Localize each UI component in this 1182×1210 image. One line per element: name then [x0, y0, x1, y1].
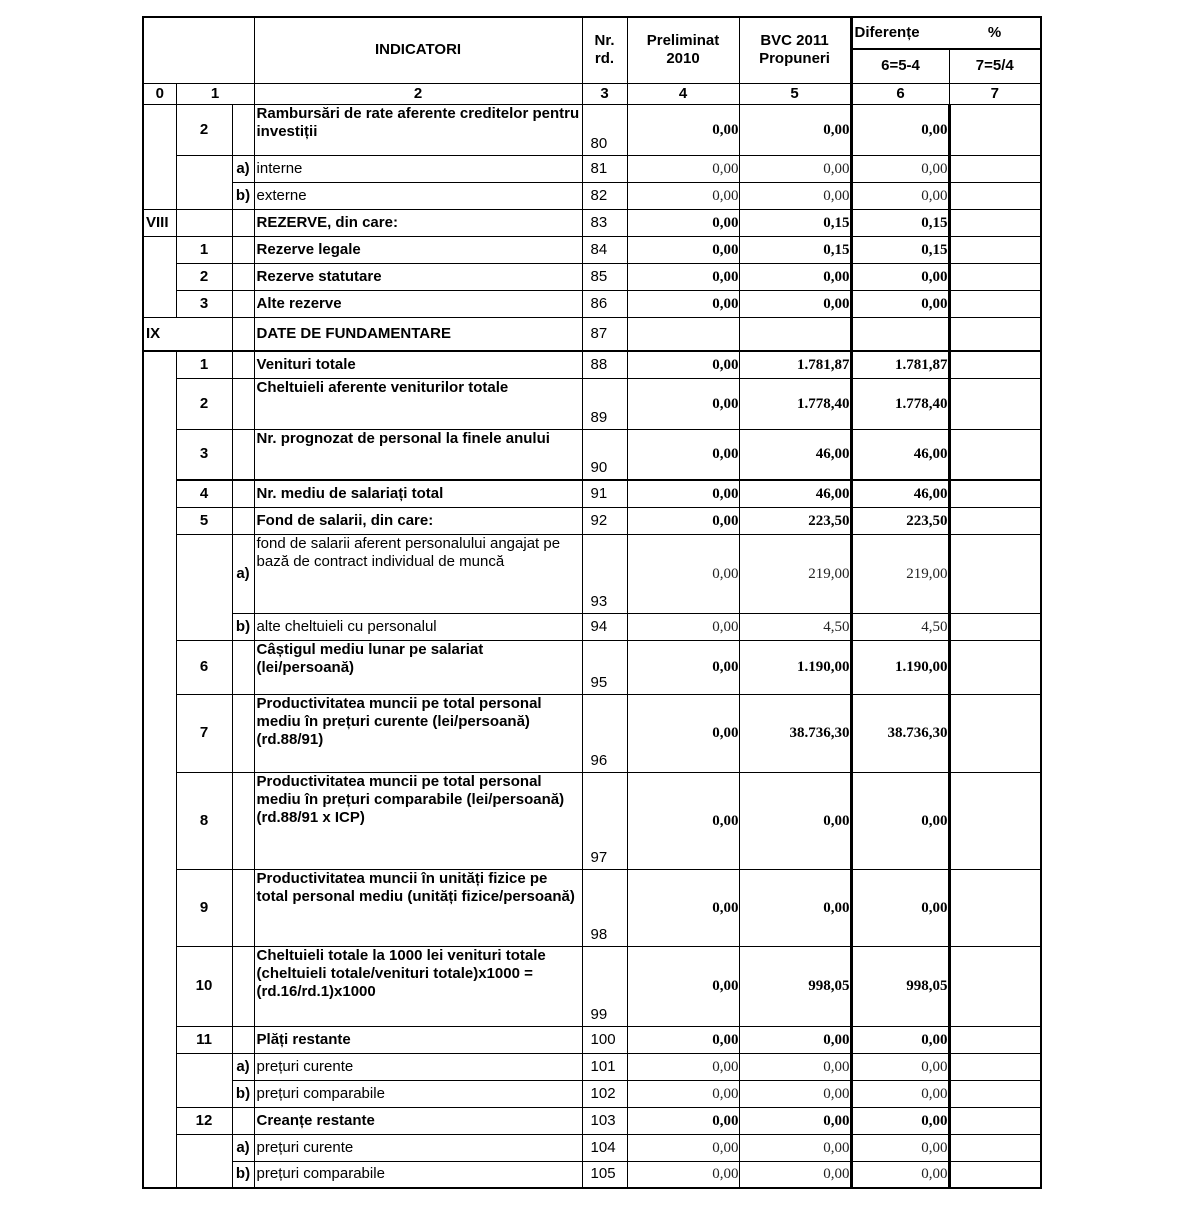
- sub-item-letter: [232, 429, 254, 480]
- value-col-7: [949, 378, 1041, 429]
- sub-item-letter: [232, 772, 254, 869]
- value-col-7: [949, 772, 1041, 869]
- value-col-7: [949, 1161, 1041, 1188]
- value-col-6: 0,00: [851, 182, 949, 209]
- value-col-6: 1.190,00: [851, 640, 949, 694]
- value-col-4: 0,00: [627, 946, 739, 1026]
- table-row: [143, 317, 1041, 351]
- sub-item-letter: b): [232, 1161, 254, 1188]
- value-col-6: 0,00: [851, 772, 949, 869]
- sub-item-letter: [232, 290, 254, 317]
- sub-item-letter: [232, 209, 254, 236]
- table-row: [143, 263, 1041, 290]
- item-number: 7: [176, 694, 232, 772]
- col-index-7: 7: [949, 83, 1041, 104]
- value-col-7: [949, 613, 1041, 640]
- value-col-6: 0,00: [851, 1134, 949, 1161]
- indicator-label: REZERVE, din care:: [254, 209, 582, 236]
- value-col-4: 0,00: [627, 236, 739, 263]
- sub-item-letter: [232, 1026, 254, 1053]
- value-col-4: 0,00: [627, 534, 739, 613]
- value-col-4: 0,00: [627, 351, 739, 378]
- indicator-label: Nr. mediu de salariați total: [254, 480, 582, 507]
- indicator-label: Cheltuieli aferente veniturilor totale: [254, 378, 582, 429]
- value-col-5: 0,00: [739, 1080, 851, 1107]
- sub-item-letter: a): [232, 534, 254, 613]
- sub-item-letter: [232, 1107, 254, 1134]
- row-number: 94: [582, 613, 627, 640]
- item-number: 8: [176, 772, 232, 869]
- row-number: 93: [582, 534, 627, 613]
- indicator-label: Productivitatea muncii în unități fizice pe total personal mediu (unități fizice/persoană): [254, 869, 582, 946]
- sub-item-letter: [232, 263, 254, 290]
- indicator-label: Rambursări de rate aferente creditelor pentru investiții: [254, 104, 582, 155]
- col-index-0: 0: [143, 83, 176, 104]
- section-roman: VIII: [143, 209, 176, 236]
- value-col-6: 1.778,40: [851, 378, 949, 429]
- section-roman: IX: [143, 317, 232, 351]
- value-col-6: 0,00: [851, 104, 949, 155]
- sub-item-letter: [232, 640, 254, 694]
- row-number: 87: [582, 317, 627, 351]
- row-number: 82: [582, 182, 627, 209]
- item-number: 2: [176, 104, 232, 155]
- value-col-6: 46,00: [851, 429, 949, 480]
- value-col-6: 0,00: [851, 1161, 949, 1188]
- value-col-5: [739, 317, 851, 351]
- col-index-2: 2: [254, 83, 582, 104]
- row-number: 98: [582, 869, 627, 946]
- indicator-label: alte cheltuieli cu personalul: [254, 613, 582, 640]
- value-col-5: 0,00: [739, 104, 851, 155]
- row-number: 103: [582, 1107, 627, 1134]
- sub-item-letter: [232, 507, 254, 534]
- sub-item-letter: [232, 317, 254, 351]
- header-bvc-line1: BVC 2011: [760, 32, 829, 50]
- value-col-6: 0,15: [851, 209, 949, 236]
- value-col-5: 0,00: [739, 1107, 851, 1134]
- row-number: 96: [582, 694, 627, 772]
- sub-item-letter: a): [232, 1134, 254, 1161]
- item-number: 2: [176, 263, 232, 290]
- section-roman: [143, 351, 176, 1188]
- value-col-5: 0,00: [739, 1161, 851, 1188]
- value-col-5: 0,00: [739, 290, 851, 317]
- indicator-label: Alte rezerve: [254, 290, 582, 317]
- table-row: [143, 694, 1041, 772]
- indicator-label: Rezerve statutare: [254, 263, 582, 290]
- value-col-6: 1.781,87: [851, 351, 949, 378]
- header-nr-rd-line2: rd.: [594, 50, 615, 68]
- value-col-6: 0,00: [851, 1053, 949, 1080]
- header-bvc: [739, 17, 851, 83]
- table-row: [143, 640, 1041, 694]
- row-number: 84: [582, 236, 627, 263]
- header-nr-rd: [582, 17, 627, 83]
- value-col-7: [949, 351, 1041, 378]
- col-index-4: 4: [627, 83, 739, 104]
- value-col-4: 0,00: [627, 1107, 739, 1134]
- value-col-4: 0,00: [627, 613, 739, 640]
- table-row: [143, 429, 1041, 480]
- value-col-5: 4,50: [739, 613, 851, 640]
- value-col-4: [627, 317, 739, 351]
- value-col-7: [949, 155, 1041, 182]
- value-col-4: 0,00: [627, 104, 739, 155]
- value-col-6: 0,15: [851, 236, 949, 263]
- section-roman: [143, 236, 176, 317]
- value-col-4: 0,00: [627, 263, 739, 290]
- item-number: 1: [176, 351, 232, 378]
- header-preliminat-line1: Preliminat: [646, 32, 720, 50]
- indicator-label: externe: [254, 182, 582, 209]
- value-col-7: [949, 104, 1041, 155]
- sub-item-letter: [232, 378, 254, 429]
- item-number: [176, 209, 232, 236]
- row-number: 86: [582, 290, 627, 317]
- value-col-6: 38.736,30: [851, 694, 949, 772]
- sub-item-letter: [232, 946, 254, 1026]
- row-number: 83: [582, 209, 627, 236]
- item-number: [176, 1053, 232, 1107]
- indicator-label: Câștigul mediu lunar pe salariat (lei/persoană): [254, 640, 582, 694]
- column-index-row: [143, 83, 1041, 104]
- item-number: 10: [176, 946, 232, 1026]
- table-row: [143, 155, 1041, 182]
- value-col-7: [949, 1080, 1041, 1107]
- item-number: 3: [176, 290, 232, 317]
- row-number: 102: [582, 1080, 627, 1107]
- table-row: [143, 351, 1041, 378]
- value-col-4: 0,00: [627, 155, 739, 182]
- value-col-5: 0,00: [739, 263, 851, 290]
- value-col-5: 219,00: [739, 534, 851, 613]
- row-number: 81: [582, 155, 627, 182]
- sub-item-letter: b): [232, 1080, 254, 1107]
- indicators-table: [142, 16, 1042, 1189]
- value-col-4: 0,00: [627, 429, 739, 480]
- sub-item-letter: a): [232, 155, 254, 182]
- value-col-5: 223,50: [739, 507, 851, 534]
- sub-item-letter: [232, 104, 254, 155]
- value-col-5: 0,00: [739, 182, 851, 209]
- value-col-4: 0,00: [627, 378, 739, 429]
- indicator-label: fond de salarii aferent personalului angajat pe bază de contract individual de muncă: [254, 534, 582, 613]
- sub-item-letter: b): [232, 182, 254, 209]
- table-row: [143, 772, 1041, 869]
- value-col-7: [949, 429, 1041, 480]
- row-number: 97: [582, 772, 627, 869]
- value-col-5: 0,15: [739, 236, 851, 263]
- value-col-7: [949, 182, 1041, 209]
- value-col-4: 0,00: [627, 182, 739, 209]
- item-number: [176, 1134, 232, 1188]
- item-number: 12: [176, 1107, 232, 1134]
- row-number: 99: [582, 946, 627, 1026]
- table-row: [143, 182, 1041, 209]
- value-col-6: 46,00: [851, 480, 949, 507]
- table-row: [143, 104, 1041, 155]
- table-row: [143, 1080, 1041, 1107]
- value-col-4: 0,00: [627, 869, 739, 946]
- value-col-7: [949, 209, 1041, 236]
- section-roman: [143, 104, 176, 209]
- value-col-5: 0,00: [739, 772, 851, 869]
- value-col-5: 38.736,30: [739, 694, 851, 772]
- item-number: 1: [176, 236, 232, 263]
- row-number: 89: [582, 378, 627, 429]
- value-col-5: 1.778,40: [739, 378, 851, 429]
- header-formula-7: 7=5/4: [949, 49, 1041, 83]
- row-number: 91: [582, 480, 627, 507]
- value-col-7: [949, 1026, 1041, 1053]
- value-col-5: 0,15: [739, 209, 851, 236]
- row-number: 101: [582, 1053, 627, 1080]
- item-number: 3: [176, 429, 232, 480]
- row-number: 90: [582, 429, 627, 480]
- indicator-label: prețuri comparabile: [254, 1161, 582, 1188]
- indicator-label: Productivitatea muncii pe total personal mediu în prețuri curente (lei/persoană)(rd.88/91): [254, 694, 582, 772]
- indicator-label: prețuri comparabile: [254, 1080, 582, 1107]
- row-number: 100: [582, 1026, 627, 1053]
- value-col-4: 0,00: [627, 480, 739, 507]
- value-col-5: 0,00: [739, 1134, 851, 1161]
- value-col-5: 998,05: [739, 946, 851, 1026]
- header-bvc-line2: Propuneri: [759, 50, 830, 68]
- table-row: [143, 480, 1041, 507]
- value-col-7: [949, 1134, 1041, 1161]
- value-col-7: [949, 263, 1041, 290]
- row-number: 95: [582, 640, 627, 694]
- indicator-label: Productivitatea muncii pe total personal mediu în prețuri comparabile (lei/persoană)(rd.88/91 x ICP): [254, 772, 582, 869]
- value-col-4: 0,00: [627, 1053, 739, 1080]
- indicator-label: Plăți restante: [254, 1026, 582, 1053]
- indicator-label: DATE DE FUNDAMENTARE: [254, 317, 582, 351]
- indicator-label: Creanțe restante: [254, 1107, 582, 1134]
- value-col-5: 46,00: [739, 480, 851, 507]
- value-col-5: 46,00: [739, 429, 851, 480]
- value-col-6: 0,00: [851, 155, 949, 182]
- value-col-5: 0,00: [739, 155, 851, 182]
- table-row: [143, 378, 1041, 429]
- table-row: [143, 869, 1041, 946]
- row-number: 105: [582, 1161, 627, 1188]
- header-preliminat: [627, 17, 739, 83]
- value-col-6: 0,00: [851, 869, 949, 946]
- indicator-label: prețuri curente: [254, 1053, 582, 1080]
- value-col-6: 998,05: [851, 946, 949, 1026]
- table-row: [143, 209, 1041, 236]
- sub-item-letter: [232, 480, 254, 507]
- row-number: 104: [582, 1134, 627, 1161]
- item-number: 11: [176, 1026, 232, 1053]
- sub-item-letter: [232, 869, 254, 946]
- sub-item-letter: b): [232, 613, 254, 640]
- col-index-3: 3: [582, 83, 627, 104]
- value-col-4: 0,00: [627, 1161, 739, 1188]
- table-row: [143, 946, 1041, 1026]
- value-col-7: [949, 317, 1041, 351]
- col-index-6: 6: [851, 83, 949, 104]
- value-col-7: [949, 236, 1041, 263]
- value-col-6: 223,50: [851, 507, 949, 534]
- item-number: 9: [176, 869, 232, 946]
- item-number: 6: [176, 640, 232, 694]
- header-preliminat-line2: 2010: [666, 50, 700, 68]
- item-number: [176, 155, 232, 209]
- row-number: 85: [582, 263, 627, 290]
- table-row: [143, 1107, 1041, 1134]
- item-number: 5: [176, 507, 232, 534]
- value-col-5: 0,00: [739, 869, 851, 946]
- value-col-4: 0,00: [627, 640, 739, 694]
- table-row: [143, 236, 1041, 263]
- table-body: [143, 104, 1041, 1188]
- value-col-5: 0,00: [739, 1053, 851, 1080]
- row-number: 88: [582, 351, 627, 378]
- item-number: 2: [176, 378, 232, 429]
- table-row: [143, 1053, 1041, 1080]
- value-col-4: 0,00: [627, 290, 739, 317]
- indicator-label: prețuri curente: [254, 1134, 582, 1161]
- value-col-7: [949, 534, 1041, 613]
- indicator-label: Cheltuieli totale la 1000 lei venituri totale (cheltuieli totale/venituri totale)x1000 =(rd.16/rd.1)x1000: [254, 946, 582, 1026]
- table-row: [143, 507, 1041, 534]
- value-col-6: 4,50: [851, 613, 949, 640]
- value-col-6: 0,00: [851, 263, 949, 290]
- sub-item-letter: [232, 694, 254, 772]
- value-col-4: 0,00: [627, 209, 739, 236]
- indicator-label: Venituri totale: [254, 351, 582, 378]
- indicator-label: Rezerve legale: [254, 236, 582, 263]
- item-number: [176, 534, 232, 640]
- value-col-6: [851, 317, 949, 351]
- value-col-4: 0,00: [627, 507, 739, 534]
- col-index-5: 5: [739, 83, 851, 104]
- table-row: [143, 613, 1041, 640]
- header-indicatori: INDICATORI: [254, 17, 582, 83]
- col-index-1: 1: [176, 83, 254, 104]
- header-percent: %: [949, 17, 1041, 49]
- value-col-6: 0,00: [851, 290, 949, 317]
- indicator-label: Fond de salarii, din care:: [254, 507, 582, 534]
- header-row-1: [143, 17, 1041, 49]
- value-col-4: 0,00: [627, 1026, 739, 1053]
- header-diferente: Diferențe: [851, 17, 949, 49]
- value-col-6: 0,00: [851, 1026, 949, 1053]
- value-col-7: [949, 290, 1041, 317]
- table-row: [143, 534, 1041, 613]
- indicator-label: Nr. prognozat de personal la finele anului: [254, 429, 582, 480]
- sub-item-letter: [232, 236, 254, 263]
- table-row: [143, 1161, 1041, 1188]
- value-col-6: 0,00: [851, 1107, 949, 1134]
- value-col-7: [949, 640, 1041, 694]
- header-nr-rd-line1: Nr.: [594, 32, 615, 50]
- value-col-5: 1.190,00: [739, 640, 851, 694]
- table-row: [143, 290, 1041, 317]
- sub-item-letter: a): [232, 1053, 254, 1080]
- indicator-label: interne: [254, 155, 582, 182]
- table-row: [143, 1134, 1041, 1161]
- item-number: 4: [176, 480, 232, 507]
- value-col-4: 0,00: [627, 1134, 739, 1161]
- value-col-4: 0,00: [627, 772, 739, 869]
- value-col-5: 1.781,87: [739, 351, 851, 378]
- value-col-7: [949, 480, 1041, 507]
- sub-item-letter: [232, 351, 254, 378]
- row-number: 80: [582, 104, 627, 155]
- value-col-7: [949, 507, 1041, 534]
- value-col-6: 0,00: [851, 1080, 949, 1107]
- value-col-7: [949, 694, 1041, 772]
- value-col-7: [949, 869, 1041, 946]
- header-blank: [143, 17, 254, 83]
- value-col-7: [949, 946, 1041, 1026]
- value-col-4: 0,00: [627, 694, 739, 772]
- header-formula-6: 6=5-4: [851, 49, 949, 83]
- value-col-6: 219,00: [851, 534, 949, 613]
- value-col-7: [949, 1053, 1041, 1080]
- value-col-7: [949, 1107, 1041, 1134]
- value-col-5: 0,00: [739, 1026, 851, 1053]
- value-col-4: 0,00: [627, 1080, 739, 1107]
- table-row: [143, 1026, 1041, 1053]
- row-number: 92: [582, 507, 627, 534]
